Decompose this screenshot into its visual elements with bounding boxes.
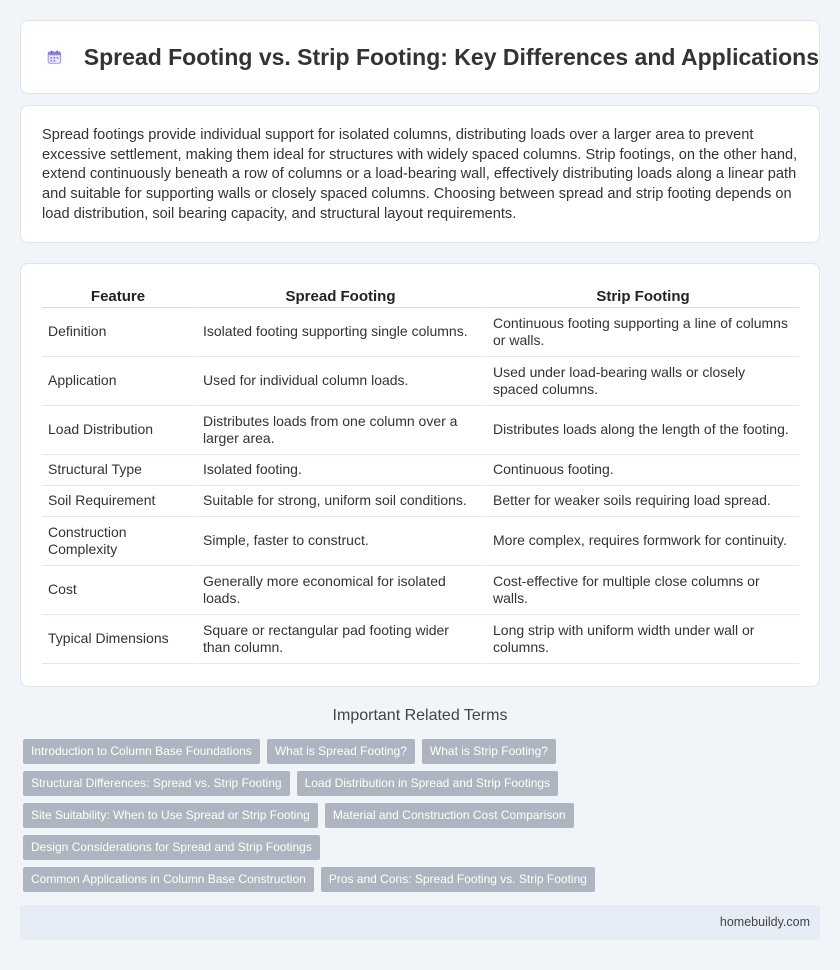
footer-site-link[interactable]: homebuildy.com	[719, 915, 810, 929]
table-cell-spread: Generally more economical for isolated loads.	[194, 566, 484, 615]
intro-card	[20, 105, 820, 243]
table-cell-spread: Suitable for strong, uniform soil conditions.	[194, 486, 484, 517]
table-cell-feature: Typical Dimensions	[42, 615, 194, 664]
comparison-table	[42, 282, 799, 664]
column-header-feature: Feature	[42, 282, 194, 308]
column-header-spread: Spread Footing	[194, 282, 484, 308]
table-cell-spread: Isolated footing.	[194, 455, 484, 486]
table-cell-strip: Continuous footing supporting a line of columns or walls.	[484, 308, 799, 357]
table-row	[42, 406, 799, 455]
table-cell-strip: Used under load-bearing walls or closely spaced columns.	[484, 357, 799, 406]
table-cell-feature: Load Distribution	[42, 406, 194, 455]
table-cell-strip: Continuous footing.	[484, 455, 799, 486]
column-header-strip: Strip Footing	[484, 282, 799, 308]
table-cell-feature: Structural Type	[42, 455, 194, 486]
table-cell-strip: Better for weaker soils requiring load spread.	[484, 486, 799, 517]
table-cell-spread: Simple, faster to construct.	[194, 517, 484, 566]
table-header-row	[42, 282, 799, 308]
calendar-icon	[47, 44, 62, 70]
table-cell-spread: Distributes loads from one column over a larger area.	[194, 406, 484, 455]
related-term-tag[interactable]: Design Considerations for Spread and Strip Footings	[23, 835, 320, 860]
header-card	[20, 20, 820, 94]
intro-text: Spread footings provide individual support for isolated columns, distributing loads over a larger area to prevent excessive settlement, making them ideal for structures with widely spaced columns. Strip footings, on the other hand, extend continuously beneath a row of columns or a load-bearing wall, effectively distributing loads along a linear path and suitable for supporting walls or closely spaced columns. Choosing between spread and strip footing depends on load distribution, soil bearing capacity, and structural layout requirements.	[42, 127, 798, 222]
related-term-tag[interactable]: Pros and Cons: Spread Footing vs. Strip Footing	[321, 867, 595, 892]
table-cell-strip: Long strip with uniform width under wall or columns.	[484, 615, 799, 664]
related-term-tag[interactable]: Material and Construction Cost Comparison	[325, 803, 574, 828]
table-row	[42, 615, 799, 664]
related-term-tag[interactable]: Introduction to Column Base Foundations	[23, 739, 260, 764]
table-cell-feature: Cost	[42, 566, 194, 615]
table-cell-spread: Used for individual column loads.	[194, 357, 484, 406]
related-term-tag[interactable]: Load Distribution in Spread and Strip Footings	[297, 771, 558, 796]
related-terms-title: Important Related Terms	[332, 707, 508, 724]
table-row	[42, 517, 799, 566]
related-term-tag[interactable]: What is Strip Footing?	[422, 739, 556, 764]
related-term-tag[interactable]: Common Applications in Column Base Construction	[23, 867, 314, 892]
footer	[20, 905, 820, 940]
table-row	[42, 357, 799, 406]
table-row	[42, 308, 799, 357]
related-terms-list	[23, 739, 623, 899]
table-row	[42, 486, 799, 517]
page-title: Spread Footing vs. Strip Footing: Key Differences and Applications	[83, 43, 819, 70]
table-cell-strip: Distributes loads along the length of the footing.	[484, 406, 799, 455]
table-cell-feature: Construction Complexity	[42, 517, 194, 566]
table-cell-strip: Cost-effective for multiple close columns or walls.	[484, 566, 799, 615]
related-term-tag[interactable]: Site Suitability: When to Use Spread or Strip Footing	[23, 803, 318, 828]
related-term-tag[interactable]: What is Spread Footing?	[267, 739, 415, 764]
table-cell-feature: Soil Requirement	[42, 486, 194, 517]
table-row	[42, 455, 799, 486]
comparison-table-card	[20, 263, 820, 687]
table-cell-feature: Definition	[42, 308, 194, 357]
table-cell-feature: Application	[42, 357, 194, 406]
table-cell-spread: Isolated footing supporting single columns.	[194, 308, 484, 357]
related-term-tag[interactable]: Structural Differences: Spread vs. Strip Footing	[23, 771, 290, 796]
table-cell-spread: Square or rectangular pad footing wider than column.	[194, 615, 484, 664]
table-row	[42, 566, 799, 615]
table-cell-strip: More complex, requires formwork for continuity.	[484, 517, 799, 566]
